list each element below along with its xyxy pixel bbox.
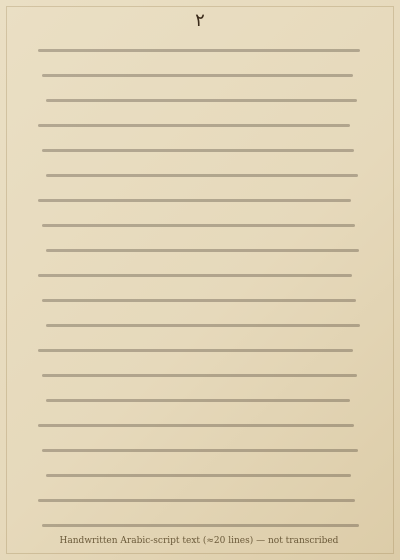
handwritten-line-placeholder: [42, 299, 356, 302]
handwritten-line-placeholder: [38, 499, 355, 502]
handwritten-line-placeholder: [42, 224, 355, 227]
handwritten-line-placeholder: [38, 424, 354, 427]
handwritten-line-placeholder: [46, 324, 360, 327]
handwritten-line-placeholder: [42, 524, 359, 527]
handwritten-text-block: [38, 36, 360, 536]
transcription-note: Handwritten Arabic-script text (≈20 lines) — not transcribed: [59, 536, 339, 546]
handwritten-line-placeholder: [46, 399, 350, 402]
handwritten-line-placeholder: [38, 274, 352, 277]
handwritten-line-placeholder: [42, 149, 354, 152]
handwritten-line-placeholder: [38, 349, 353, 352]
handwritten-line-placeholder: [38, 124, 350, 127]
handwritten-line-placeholder: [38, 199, 351, 202]
handwritten-line-placeholder: [38, 49, 360, 52]
page-number: ٢: [195, 10, 205, 31]
handwritten-line-placeholder: [42, 374, 357, 377]
handwritten-line-placeholder: [46, 474, 351, 477]
handwritten-line-placeholder: [46, 249, 359, 252]
handwritten-line-placeholder: [46, 99, 357, 102]
handwritten-line-placeholder: [46, 174, 358, 177]
handwritten-line-placeholder: [42, 74, 353, 77]
handwritten-line-placeholder: [42, 449, 358, 452]
